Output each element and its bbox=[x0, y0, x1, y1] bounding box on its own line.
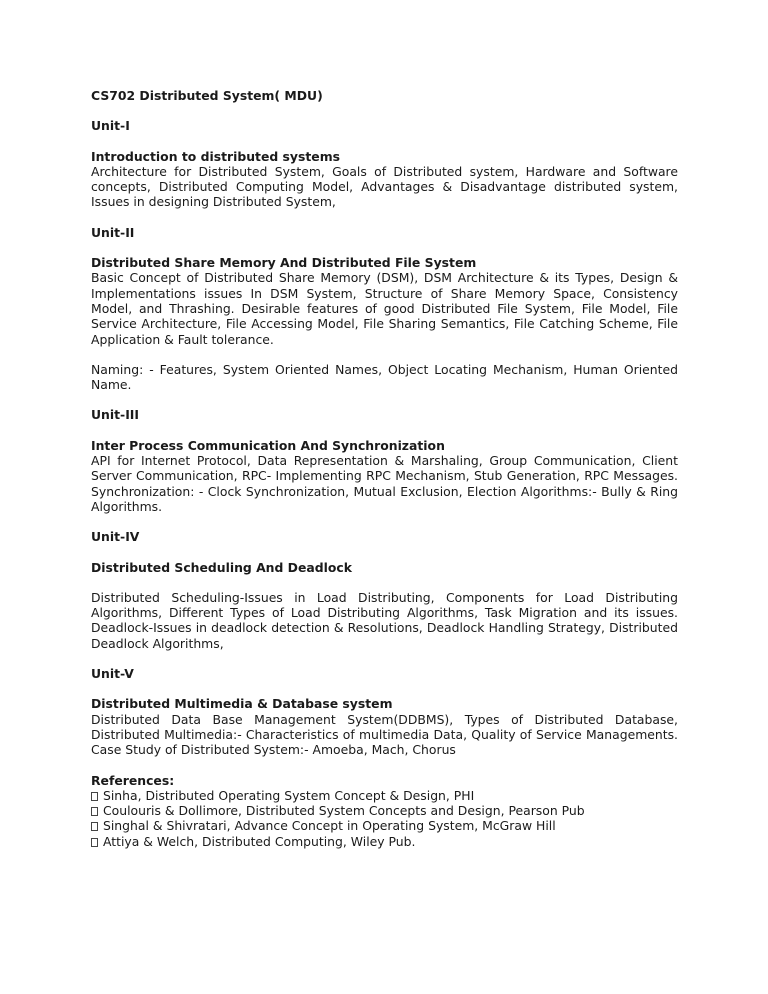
document-page bbox=[91, 88, 678, 849]
document-title: CS702 Distributed System( MDU) bbox=[91, 88, 323, 103]
section-paragraph: Naming: - Features, System Oriented Names, Object Locating Mechanism, Human Oriented Name. bbox=[91, 361, 678, 393]
unit-heading: Unit-I bbox=[91, 118, 130, 134]
checkbox-glyph-icon bbox=[91, 838, 98, 847]
section-paragraph: API for Internet Protocol, Data Representation & Marshaling, Group Communication, Client Server Communication, RPC- Implementing RPC Mechanism, Stub Generation, RPC Messages. Synchronization: - Clock Synchronization, Mutual Exclusion, Election Algorithms:- Bully & Ring Algorithms. bbox=[91, 453, 678, 514]
reference-text: Singhal & Shivratari, Advance Concept in Operating System, McGraw Hill bbox=[103, 818, 556, 834]
reference-item bbox=[91, 834, 678, 849]
reference-item bbox=[91, 788, 678, 803]
checkbox-glyph-icon bbox=[91, 807, 98, 816]
reference-text: Sinha, Distributed Operating System Concept & Design, PHI bbox=[103, 787, 475, 803]
checkbox-glyph-icon bbox=[91, 822, 98, 831]
section-paragraph: Distributed Scheduling-Issues in Load Distributing, Components for Load Distributing Algorithms, Different Types of Load Distributing Algorithms, Task Migration and its issues. Deadlock-Issues in deadlock detection & Resolutions, Deadlock Handling Strategy, Distributed Deadlock Algorithms, bbox=[91, 589, 678, 651]
section-paragraph: Architecture for Distributed System, Goals of Distributed system, Hardware and Software concepts, Distributed Computing Model, Advantages & Disadvantage distributed system, Issues in designing Distributed System, bbox=[91, 163, 678, 210]
unit-heading: Unit-III bbox=[91, 407, 140, 423]
reference-text: Attiya & Welch, Distributed Computing, Wiley Pub. bbox=[103, 833, 416, 849]
unit-heading: Unit-II bbox=[91, 224, 135, 240]
spacer bbox=[91, 575, 678, 590]
section-paragraph: Basic Concept of Distributed Share Memory (DSM), DSM Architecture & its Types, Design & Implementations issues In DSM System, Structure of Share Memory Space, Consistency Model, and Thrashing. Desirable features of good Distributed File System, File Model, File Service Architecture, File Accessing Model, File Sharing Semantics, File Catching Scheme, File Application & Fault tolerance. bbox=[91, 270, 678, 347]
reference-item bbox=[91, 803, 678, 818]
section-title: Distributed Share Memory And Distributed File System bbox=[91, 255, 477, 271]
section-title: Inter Process Communication And Synchronization bbox=[91, 437, 445, 453]
unit-heading: Unit-V bbox=[91, 666, 134, 682]
reference-item bbox=[91, 818, 678, 833]
section-title: Distributed Scheduling And Deadlock bbox=[91, 559, 352, 575]
section-paragraph: Distributed Data Base Management System(DDBMS), Types of Distributed Database, Distributed Multimedia:- Characteristics of multimedia Data, Quality of Service Managements. Case Study of Distributed System:- Amoeba, Mach, Chorus bbox=[91, 711, 678, 758]
reference-text: Coulouris & Dollimore, Distributed System Concepts and Design, Pearson Pub bbox=[103, 803, 585, 819]
references-list bbox=[91, 788, 678, 849]
references-heading: References: bbox=[91, 772, 175, 788]
section-title: Introduction to distributed systems bbox=[91, 148, 340, 164]
section-title: Distributed Multimedia & Database system bbox=[91, 696, 393, 712]
checkbox-glyph-icon bbox=[91, 792, 98, 801]
unit-heading: Unit-IV bbox=[91, 529, 140, 545]
